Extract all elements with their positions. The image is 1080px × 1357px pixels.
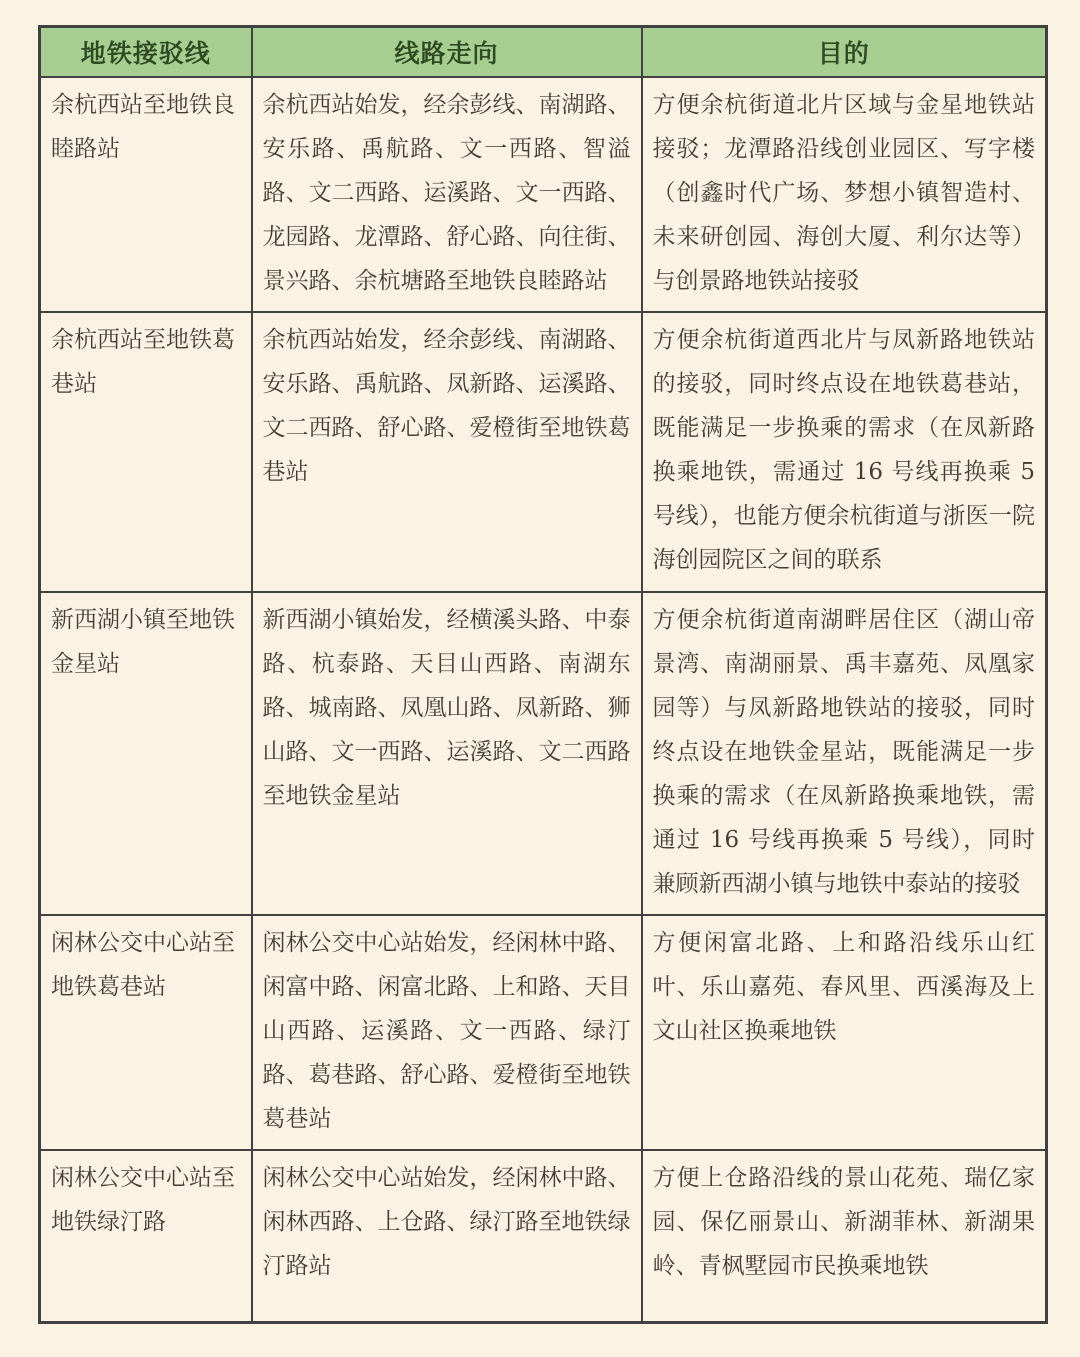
- cell-line-name: 闲林公交中心站至地铁绿汀路: [40, 1150, 252, 1323]
- cell-purpose: 方便余杭街道北片区域与金星地铁站接驳；龙潭路沿线创业园区、写字楼（创鑫时代广场、梦想小镇智造村、未来研创园、海创大厦、利尔达等）与创景路地铁站接驳: [642, 77, 1047, 312]
- cell-route: 余杭西站始发，经余彭线、南湖路、安乐路、禹航路、文一西路、智溢路、文二西路、运溪路、文一西路、龙园路、龙潭路、舒心路、向往街、景兴路、余杭塘路至地铁良睦路站: [252, 77, 642, 312]
- table-row: [40, 77, 1047, 312]
- cell-purpose: 方便闲富北路、上和路沿线乐山红叶、乐山嘉苑、春风里、西溪海及上文山社区换乘地铁: [642, 915, 1047, 1150]
- metro-shuttle-table: [38, 25, 1048, 1324]
- cell-route: 闲林公交中心站始发，经闲林中路、闲林西路、上仓路、绿汀路至地铁绿汀路站: [252, 1150, 642, 1323]
- cell-line-name: 余杭西站至地铁良睦路站: [40, 77, 252, 312]
- table-header: [40, 27, 1047, 77]
- column-header-purpose: 目的: [642, 27, 1047, 77]
- column-header-route: 线路走向: [252, 27, 642, 77]
- table-row: [40, 1150, 1047, 1323]
- cell-purpose: 方便上仓路沿线的景山花苑、瑞亿家园、保亿丽景山、新湖菲林、新湖果岭、青枫墅园市民换乘地铁: [642, 1150, 1047, 1323]
- cell-route: 余杭西站始发，经余彭线、南湖路、安乐路、禹航路、凤新路、运溪路、文二西路、舒心路、爱橙街至地铁葛巷站: [252, 312, 642, 592]
- column-header-line: 地铁接驳线: [40, 27, 252, 77]
- cell-line-name: 新西湖小镇至地铁金星站: [40, 592, 252, 915]
- cell-route: 闲林公交中心站始发，经闲林中路、闲富中路、闲富北路、上和路、天目山西路、运溪路、文一西路、绿汀路、葛巷路、舒心路、爱橙街至地铁葛巷站: [252, 915, 642, 1150]
- table-row: [40, 592, 1047, 915]
- table-row: [40, 915, 1047, 1150]
- cell-route: 新西湖小镇始发，经横溪头路、中泰路、杭泰路、天目山西路、南湖东路、城南路、凤凰山路、凤新路、狮山路、文一西路、运溪路、文二西路至地铁金星站: [252, 592, 642, 915]
- cell-line-name: 闲林公交中心站至地铁葛巷站: [40, 915, 252, 1150]
- cell-purpose: 方便余杭街道南湖畔居住区（湖山帝景湾、南湖丽景、禹丰嘉苑、凤凰家园等）与凤新路地铁站的接驳，同时终点设在地铁金星站，既能满足一步换乘的需求（在凤新路换乘地铁，需通过 16 号线再换乘 5 号线），同时兼顾新西湖小镇与地铁中泰站的接驳: [642, 592, 1047, 915]
- cell-line-name: 余杭西站至地铁葛巷站: [40, 312, 252, 592]
- cell-purpose: 方便余杭街道西北片与凤新路地铁站的接驳，同时终点设在地铁葛巷站，既能满足一步换乘的需求（在凤新路换乘地铁，需通过 16 号线再换乘 5 号线），也能方便余杭街道与浙医一院海创园院区之间的联系: [642, 312, 1047, 592]
- header-row: [40, 27, 1047, 77]
- table-body: [40, 77, 1047, 1323]
- table-row: [40, 312, 1047, 592]
